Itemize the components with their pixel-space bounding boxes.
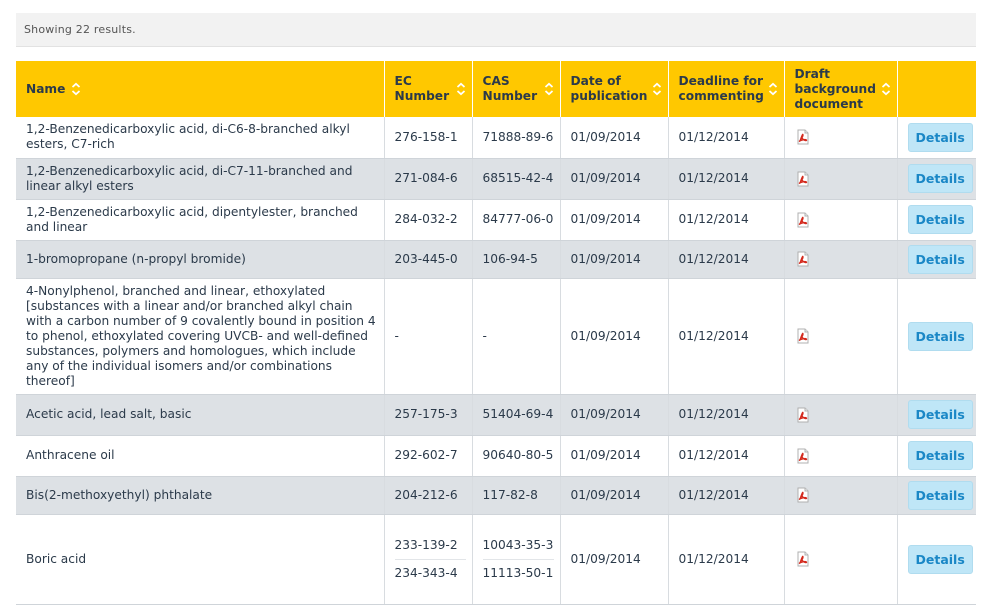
commenting-deadline: 01/12/2014 [668,476,784,514]
details-cell [897,435,976,476]
draft-document [784,158,897,199]
column-header-label: Deadline for commenting [678,74,764,103]
column-header-cas[interactable] [472,61,560,117]
commenting-deadline: 01/12/2014 [668,278,784,394]
sort-icon[interactable] [652,82,662,96]
ec-number: 204-212-6 [384,476,472,514]
pdf-icon[interactable] [795,171,811,185]
details-button[interactable]: Details [908,481,973,510]
draft-document [784,240,897,278]
pdf-icon[interactable] [795,329,811,343]
commenting-deadline: 01/12/2014 [668,199,784,240]
cas-number [472,514,560,604]
commenting-deadline: 01/12/2014 [668,158,784,199]
cas-number: 84777-06-0 [472,199,560,240]
table-row [16,240,976,278]
ec-number: 257-175-3 [384,394,472,435]
substance-name: 1,2-Benzenedicarboxylic acid, di-C6-8-branched alkyl esters, C7-rich [16,117,384,158]
sort-icon[interactable] [768,82,778,96]
pdf-icon[interactable] [795,407,811,421]
details-cell [897,514,976,604]
pdf-icon[interactable] [795,252,811,266]
cas-number-value: 10043-35-3 [482,537,554,552]
substance-name: 1-bromopropane (n-propyl bromide) [16,240,384,278]
substance-name: Bis(2-methoxyethyl) phthalate [16,476,384,514]
publication-date: 01/09/2014 [560,476,668,514]
substance-name: 1,2-Benzenedicarboxylic acid, di-C7-11-branched and linear alkyl esters [16,158,384,199]
details-button[interactable]: Details [908,164,973,193]
column-header-label: Date of publication [570,74,648,103]
sort-icon[interactable] [881,82,891,96]
cas-number: 51404-69-4 [472,394,560,435]
table-row [16,158,976,199]
column-header-label: EC Number [394,74,450,103]
pdf-icon[interactable] [795,212,811,226]
column-header-draft[interactable] [784,61,897,117]
draft-document [784,394,897,435]
details-cell [897,117,976,158]
pdf-icon[interactable] [795,488,811,502]
details-button[interactable]: Details [908,245,973,274]
draft-document [784,476,897,514]
substances-table [16,61,976,605]
cas-number: - [472,278,560,394]
table-row [16,394,976,435]
details-cell [897,199,976,240]
table-row [16,199,976,240]
draft-document [784,117,897,158]
cas-number: 117-82-8 [472,476,560,514]
column-header-deadline[interactable] [668,61,784,117]
results-count: Showing 22 results. [16,13,976,47]
cas-number-value: 11113-50-1 [483,559,554,587]
cas-number: 71888-89-6 [472,117,560,158]
details-button[interactable]: Details [908,441,973,470]
table-row [16,435,976,476]
column-header-ec[interactable] [384,61,472,117]
ec-number: 271-084-6 [384,158,472,199]
publication-date: 01/09/2014 [560,435,668,476]
ec-number [384,514,472,604]
draft-document [784,278,897,394]
column-header-details [897,61,976,117]
publication-date: 01/09/2014 [560,394,668,435]
sort-icon[interactable] [456,82,466,96]
ec-number: 284-032-2 [384,199,472,240]
details-button[interactable]: Details [908,545,973,574]
results-container [16,13,976,605]
ec-number: 292-602-7 [384,435,472,476]
table-body [16,117,976,604]
column-header-label: Draft background document [794,66,876,111]
cas-number: 90640-80-5 [472,435,560,476]
ec-number-value: 233-139-2 [394,537,458,552]
details-button[interactable]: Details [908,322,973,351]
pdf-icon[interactable] [795,448,811,462]
ec-number-value: 234-343-4 [395,559,466,587]
draft-document [784,199,897,240]
column-header-label: CAS Number [482,74,538,103]
publication-date: 01/09/2014 [560,199,668,240]
cas-number: 68515-42-4 [472,158,560,199]
details-cell [897,158,976,199]
substance-name: 4-Nonylphenol, branched and linear, ethoxylated [substances with a linear and/or branched alkyl chain with a carbon number of 9 covalently bound in position 4 to phenol, ethoxylated covering UVCB- and well-defined substances, polymers and homologues, which include any of the individual isomers and/or combinations thereof] [16,278,384,394]
ec-number: 203-445-0 [384,240,472,278]
table-row [16,117,976,158]
publication-date: 01/09/2014 [560,117,668,158]
draft-document [784,435,897,476]
ec-number: - [384,278,472,394]
cas-number: 106-94-5 [472,240,560,278]
commenting-deadline: 01/12/2014 [668,394,784,435]
table-row [16,476,976,514]
ec-number: 276-158-1 [384,117,472,158]
table-row [16,278,976,394]
pdf-icon[interactable] [795,130,811,144]
column-header-name[interactable] [16,61,384,117]
substance-name: Acetic acid, lead salt, basic [16,394,384,435]
table-row [16,514,976,604]
substance-name: 1,2-Benzenedicarboxylic acid, dipentylester, branched and linear [16,199,384,240]
substance-name: Boric acid [16,514,384,604]
details-cell [897,476,976,514]
commenting-deadline: 01/12/2014 [668,117,784,158]
details-button[interactable]: Details [908,400,973,429]
details-cell [897,278,976,394]
publication-date: 01/09/2014 [560,514,668,604]
sort-icon[interactable] [71,82,81,96]
table-header-row [16,61,976,117]
publication-date: 01/09/2014 [560,158,668,199]
publication-date: 01/09/2014 [560,278,668,394]
pdf-icon[interactable] [795,552,811,566]
details-cell [897,394,976,435]
draft-document [784,514,897,604]
commenting-deadline: 01/12/2014 [668,435,784,476]
publication-date: 01/09/2014 [560,240,668,278]
details-cell [897,240,976,278]
column-header-label: Name [26,81,66,96]
substance-name: Anthracene oil [16,435,384,476]
commenting-deadline: 01/12/2014 [668,240,784,278]
details-button[interactable]: Details [908,123,973,152]
sort-icon[interactable] [544,82,554,96]
column-header-date[interactable] [560,61,668,117]
details-button[interactable]: Details [908,205,973,234]
commenting-deadline: 01/12/2014 [668,514,784,604]
